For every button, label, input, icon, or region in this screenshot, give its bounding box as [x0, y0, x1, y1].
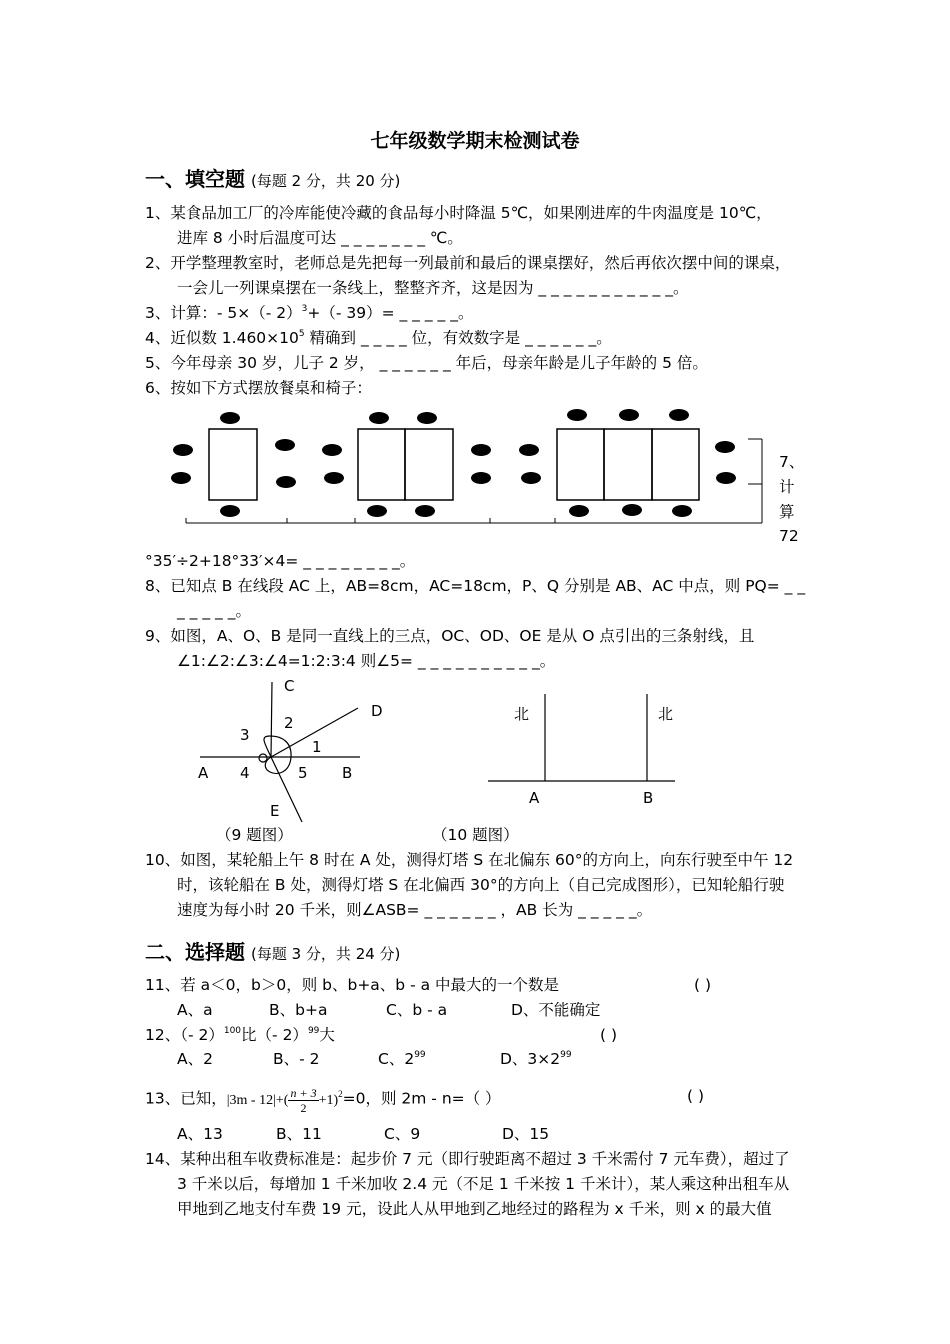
q14-line2: 3 千米以后，每增加 1 千米加收 2.4 元（不足 1 千米按 1 千米计），某人乘这种出租车从 — [177, 1175, 790, 1193]
section-2-note: (每题 3 分，共 24 分) — [251, 945, 401, 963]
table-rect — [652, 429, 699, 500]
label-n4: 4 — [240, 764, 250, 782]
q10-line3: 速度为每小时 20 千米，则∠ASB= _ _ _ _ _ _ ，AB 长为 _ _ _ _ _。 — [177, 901, 653, 919]
tables-chairs-figure — [160, 400, 780, 535]
q13-frac-den: 2 — [300, 1101, 307, 1115]
label-b: B — [643, 789, 654, 807]
q12-option-d-base: D、3×2 — [500, 1050, 561, 1068]
q13-frac-num: n + 3 — [290, 1086, 317, 1100]
table-rect — [405, 429, 453, 500]
ray-oc — [271, 682, 272, 757]
q12-option-c — [378, 1049, 426, 1069]
chair-icon — [471, 444, 491, 456]
chair-icon — [672, 505, 692, 517]
q12-option-c-base: C、2 — [378, 1050, 415, 1068]
chair-icon — [569, 505, 589, 517]
section-2-title: 二、选择题 — [145, 940, 245, 964]
section-1-title: 一、填空题 — [145, 167, 245, 191]
label-a: A — [529, 789, 540, 807]
label-b: B — [342, 764, 353, 782]
q7-side-2: 计 — [779, 478, 795, 496]
chair-icon — [171, 472, 191, 484]
q13-plus: +( — [275, 1092, 289, 1108]
q12-option-d — [500, 1049, 572, 1069]
label-n1: 1 — [312, 738, 322, 756]
q4-exponent: 5 — [298, 329, 305, 339]
q4-post: 精确到 _ _ _ _ 位，有效数字是 _ _ _ _ _ _。 — [304, 329, 612, 347]
q7-side-4: 72 — [779, 527, 799, 545]
q12-option-c-exp: 99 — [414, 1050, 426, 1060]
chair-icon — [322, 444, 342, 456]
q12-option-b: B、- 2 — [273, 1050, 320, 1068]
chair-icon — [567, 409, 587, 421]
label-c: C — [284, 677, 295, 695]
chair-icon — [619, 409, 639, 421]
chair-icon — [324, 472, 344, 484]
label-north-left: 北 — [514, 705, 530, 723]
q13-abs: |3m - 12| — [226, 1092, 276, 1108]
chair-icon — [471, 472, 491, 484]
section-1-heading — [145, 163, 400, 192]
chair-icon — [521, 472, 541, 484]
table-rect — [604, 429, 652, 500]
chair-icon — [716, 472, 736, 484]
q11-stem: 11、若 a＜0，b＞0，则 b、b+a、b - a 中最大的一个数是 — [145, 976, 560, 994]
q2-line2: 一会儿一列课桌摆在一条线上，整整齐齐，这是因为 _ _ _ _ _ _ _ _ _ _ _。 — [177, 279, 689, 297]
q3-post: +（- 39）= _ _ _ _ _。 — [307, 304, 474, 322]
label-d: D — [371, 702, 383, 720]
section-1-note: (每题 2 分，共 20 分) — [251, 172, 401, 190]
page-title: 七年级数学期末检测试卷 — [370, 130, 580, 152]
chair-icon — [276, 476, 296, 488]
q10-line1: 10、如图，某轮船上午 8 时在 A 处，测得灯塔 S 在北偏东 60°的方向上，向东行驶至中午 12 — [145, 851, 794, 869]
q8-line2: _ _ _ _ _。 — [177, 602, 251, 620]
q9-line2: ∠1:∠2:∠3:∠4=1:2:3:4 则∠5= _ _ _ _ _ _ _ _ _ _。 — [177, 652, 556, 670]
q5: 5、今年母亲 30 岁，儿子 2 岁， _ _ _ _ _ _ 年后，母亲年龄是儿子年龄的 5 倍。 — [145, 354, 708, 372]
chair-icon — [369, 412, 389, 424]
q13-square: 2 — [338, 1088, 343, 1099]
label-n2: 2 — [284, 714, 294, 732]
label-n3: 3 — [240, 726, 250, 744]
q14-line3: 甲地到乙地支付车费 19 元，设此人从甲地到乙地经过的路程为 x 千米，则 x 的最大值 — [177, 1200, 772, 1218]
q7-side-1: 7、 — [779, 453, 805, 471]
figure-9 — [190, 672, 390, 822]
q12-mid: 比（- 2） — [241, 1026, 308, 1044]
q11-bracket: ( ) — [694, 976, 712, 994]
label-north-right: 北 — [658, 705, 674, 723]
q13-after-frac: +1) — [318, 1092, 339, 1108]
q13-option-a: A、13 — [177, 1125, 223, 1143]
chair-icon — [417, 412, 437, 424]
label-n5: 5 — [298, 764, 308, 782]
q10-line2: 时，该轮船在 B 处，测得灯塔 S 在北偏西 30°的方向上（自己完成图形），已知轮船行驶 — [177, 876, 785, 894]
q12-pre: 12、（- 2） — [145, 1026, 224, 1044]
q7-side-3: 算 — [779, 503, 795, 521]
q12-option-d-exp: 99 — [560, 1050, 572, 1060]
q13-option-d: D、15 — [502, 1125, 550, 1143]
q13-pre: 13、已知， — [145, 1089, 227, 1108]
chair-icon — [173, 444, 193, 456]
fig10-caption: （10 题图） — [432, 826, 519, 844]
chair-icon — [519, 444, 539, 456]
q13-formula — [226, 1086, 343, 1115]
table-rect — [209, 429, 257, 500]
q6: 6、按如下方式摆放餐桌和椅子： — [145, 379, 372, 397]
angle-arc — [264, 736, 291, 773]
q12-stem — [145, 1025, 335, 1045]
q12-bracket: ( ) — [600, 1026, 618, 1044]
q3 — [145, 303, 473, 323]
q7-line2: °35′÷2+18°33′×4= _ _ _ _ _ _ _ _。 — [145, 552, 416, 570]
chair-icon — [367, 505, 387, 517]
figure-10 — [480, 690, 690, 810]
chair-icon — [220, 505, 240, 517]
q4 — [145, 328, 612, 348]
q13-bracket: ( ) — [687, 1087, 705, 1105]
q12-exp2: 99 — [307, 1026, 320, 1036]
q3-pre: 3、计算：- 5×（- 2） — [145, 304, 302, 322]
q11-option-b: B、b+a — [269, 1001, 328, 1019]
q8-line1: 8、已知点 B 在线段 AC 上，AB=8cm，AC=18cm，P、Q 分别是 AB、AC 中点，则 PQ= _ _ — [145, 577, 806, 595]
q14-line1: 14、某种出租车收费标准是：起步价 7 元（即行驶距离不超过 3 千米需付 7 元车费），超过了 — [145, 1150, 790, 1168]
q4-pre: 4、近似数 1.460×10 — [145, 329, 299, 347]
chair-icon — [415, 505, 435, 517]
q1-line1: 1、某食品加工厂的冷库能使冷藏的食品每小时降温 5℃，如果刚进库的牛肉温度是 10℃， — [145, 204, 772, 222]
chair-icon — [220, 412, 240, 424]
q11-option-d: D、不能确定 — [511, 1001, 601, 1019]
q13-option-b: B、11 — [276, 1125, 322, 1143]
table-rect — [557, 429, 604, 500]
q13-option-c: C、9 — [384, 1125, 421, 1143]
label-a: A — [198, 764, 209, 782]
q12-post: 大 — [319, 1026, 335, 1044]
fig9-caption: （9 题图） — [216, 826, 293, 844]
q1-line2: 进库 8 小时后温度可达 _ _ _ _ _ _ _ ℃。 — [177, 229, 463, 247]
q2-line1: 2、开学整理教室时，老师总是先把每一列最前和最后的课桌摆好，然后再依次摆中间的课桌， — [145, 254, 791, 272]
table-rect — [358, 429, 405, 500]
chair-icon — [715, 441, 735, 453]
q13-fraction — [288, 1086, 318, 1115]
q13-post: =0，则 2m - n=（ ） — [342, 1089, 501, 1108]
q11-option-c: C、b - a — [386, 1001, 448, 1019]
q12-exp1: 100 — [223, 1026, 242, 1036]
point-o — [259, 754, 267, 762]
label-e: E — [270, 802, 280, 820]
section-2-heading — [145, 936, 400, 965]
q12-option-a: A、2 — [177, 1050, 213, 1068]
q13-stem — [145, 1086, 501, 1115]
q9-line1: 9、如图，A、O、B 是同一直线上的三点，OC、OD、OE 是从 O 点引出的三条射线，且 — [145, 627, 755, 645]
chair-icon — [669, 409, 689, 421]
q3-exponent: 3 — [301, 304, 308, 314]
q11-option-a: A、a — [177, 1001, 213, 1019]
chair-icon — [622, 504, 642, 516]
chair-icon — [275, 439, 295, 451]
